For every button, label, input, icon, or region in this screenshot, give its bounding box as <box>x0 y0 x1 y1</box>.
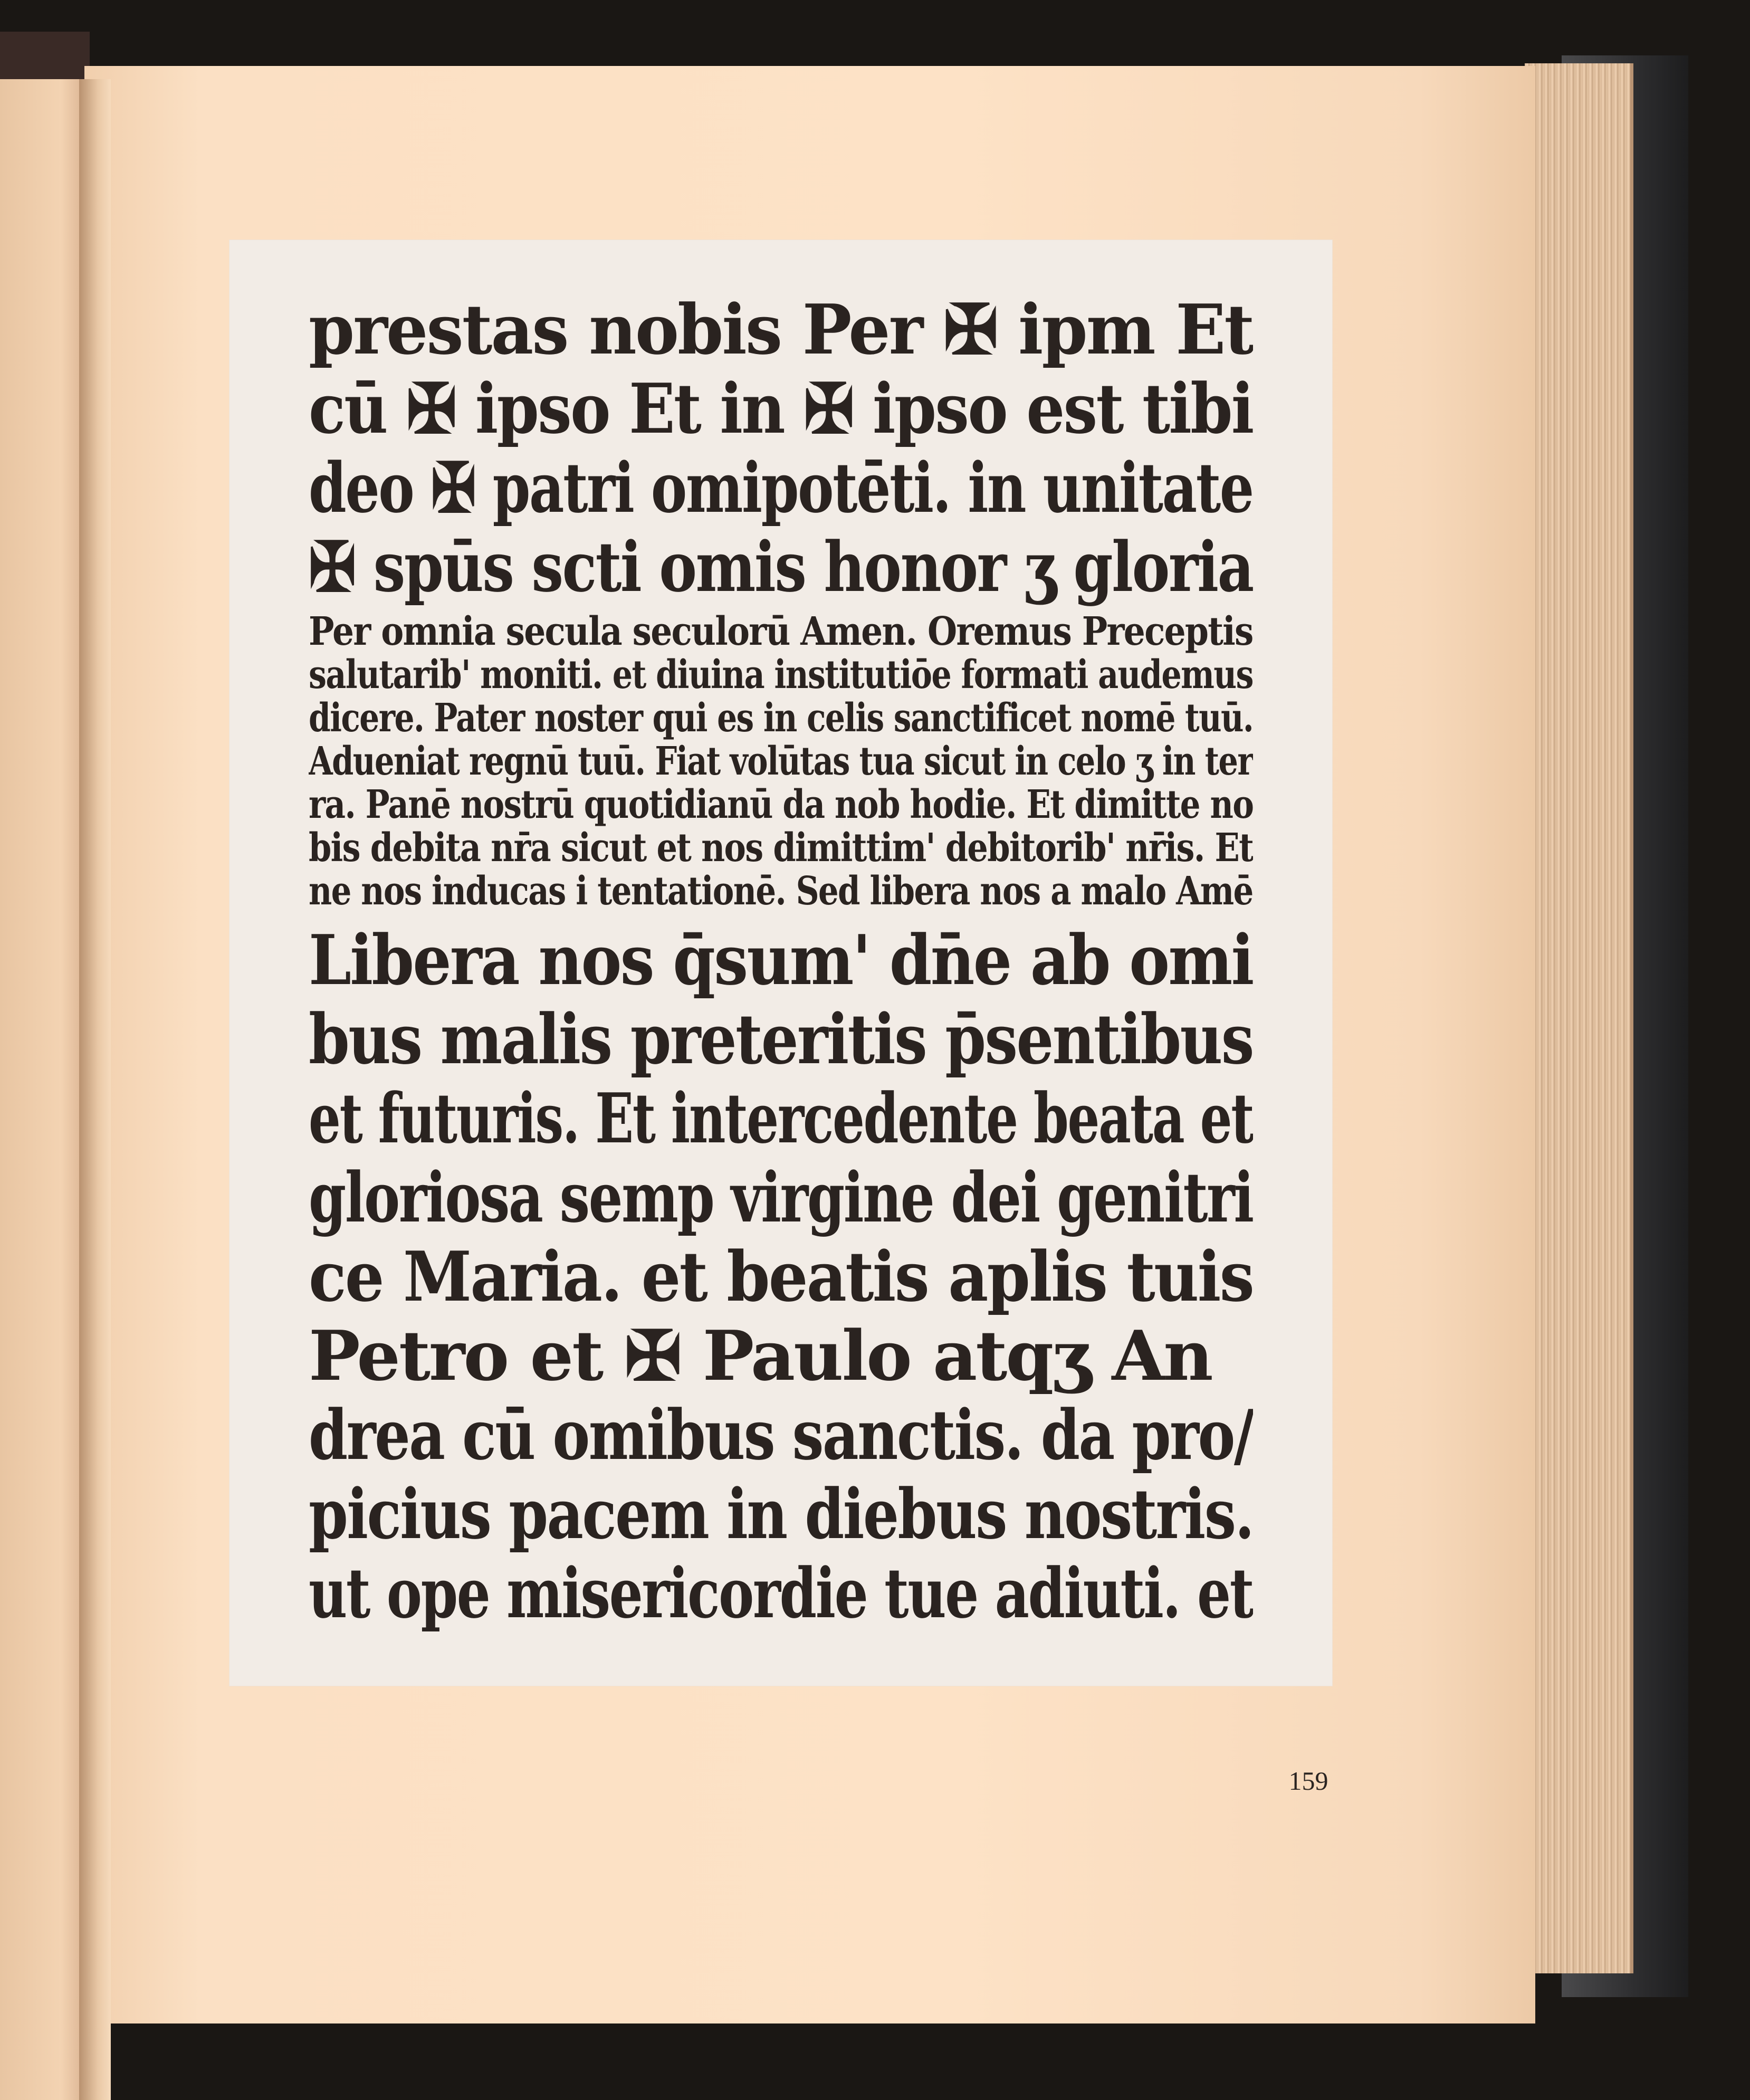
text-line: picius pacem in diebus nostris. <box>309 1475 1253 1554</box>
text-line: ra. Panē nostrū quotidianū da nob hodie. Et dimitte no <box>309 782 1253 827</box>
text-line: bus malis preteritis p̄sentibus <box>309 1000 1253 1079</box>
text-line: salutarib' moniti. et diuina institutiōe formati audemus <box>309 653 1253 697</box>
text-line: bis debita nr̄a sicut et nos dimittim' debitorib' nr̄is. Et <box>309 826 1253 870</box>
text-line: gloriosa semp virgine dei genitri <box>309 1158 1253 1237</box>
text-line: ✠ spūs scti omis honor ʒ gloria <box>309 528 1253 607</box>
text-line: deo ✠ patri omipotēti. in unitate <box>309 448 1253 528</box>
facsimile-plate <box>229 240 1332 1686</box>
text-line: Libera nos q̄sum' dn̄e ab omi <box>309 921 1253 1000</box>
page-number: 159 <box>1288 1766 1328 1796</box>
text-line: Adueniat regnū tuū. Fiat volūtas tua sicut in celo ʒ in ter <box>309 739 1253 784</box>
text-line: Per omnia secula seculorū Amen. Oremus Preceptis <box>309 609 1253 654</box>
text-line: ut ope misericordie tue adiuti. et <box>309 1554 1253 1633</box>
text-line: drea cū omibus sanctis. da pro/ <box>309 1396 1253 1475</box>
text-line: ce Maria. et beatis aplis tuis <box>309 1237 1253 1316</box>
text-line: et futuris. Et intercedente beata et <box>309 1079 1253 1158</box>
text-line: prestas nobis Per ✠ ipm Et <box>309 290 1253 369</box>
left-page <box>0 79 87 2100</box>
text-line: ne nos inducas i tentationē. Sed libera nos a malo Amē <box>309 869 1253 913</box>
gutter-shadow <box>79 79 111 2100</box>
page-edges <box>1525 63 1633 1973</box>
text-line: cū ✠ ipso Et in ✠ ipso est tibi <box>309 369 1253 448</box>
text-line: Petro et ✠ Paulo atqʒ An <box>309 1316 1212 1396</box>
text-line: dicere. Pater noster qui es in celis sanctificet nomē tuū. <box>309 696 1253 740</box>
